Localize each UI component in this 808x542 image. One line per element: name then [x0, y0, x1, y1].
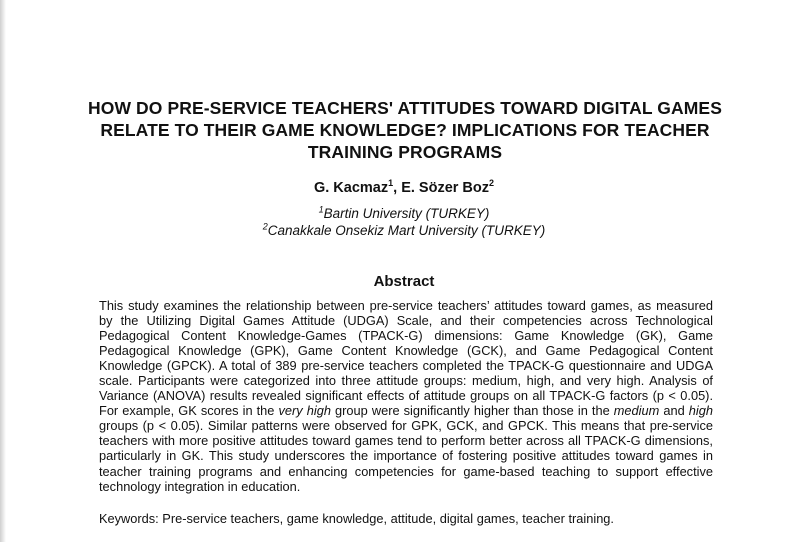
abstract-emphasis: very high: [278, 403, 331, 419]
abstract-emphasis: high: [688, 403, 713, 419]
abstract-body: [99, 298, 713, 494]
keywords: Keywords: Pre-service teachers, game knowledge, attitude, digital games, teacher training.: [99, 511, 614, 526]
author-name: G. Kacmaz: [313, 180, 389, 196]
abstract-text: This study examines the relationship between pre-service teachers’ attitudes toward games, as measured by the Utilizing Digital Games Attitude (UDGA) Scale, and their competencies across Technological Pedagogical Content Knowledge-Games (TPACK-G) dimensions: Game Knowledge (GK), Game Pedagogical Knowledge (GPK), Game Content Knowledge (GCK), and Game Pedagogical Content Knowledge (GPCK). A total of 389 pre-service teachers completed the TPACK-G questionnaire and UDGA scale. Participants were categorized into three attitude groups: medium, high, and very high. Analysis of Variance (ANOVA) results revealed significant effects of attitude groups on all TPACK-G factors (p < 0.05). For example, GK scores in the: [99, 298, 713, 419]
author-separator: ,: [393, 180, 402, 196]
affiliation-2: [0, 222, 808, 239]
affiliation-text: Bartin University (TURKEY): [323, 206, 490, 221]
abstract-text: groups (p < 0.05). Similar patterns were observed for GPK, GCK, and GPCK. This means that pre-service teachers with more positive attitudes toward games tend to perform better across all TPACK-G dimensions, particularly in GK. This study underscores the importance of fostering positive attitudes toward games in teacher training programs and enhancing competencies for game-based teaching to support effective technology integration in education.: [99, 418, 713, 494]
abstract-heading: Abstract: [373, 273, 435, 290]
abstract-emphasis: medium: [613, 403, 660, 419]
affiliation-1: [0, 205, 808, 222]
affiliation-mark: 2: [262, 221, 268, 232]
author-line: [0, 179, 808, 197]
abstract-text: group were significantly higher than those in the: [330, 403, 614, 419]
affiliation-mark: 1: [318, 204, 324, 215]
affiliation-text: Canakkale Onsekiz Mart University (TURKEY): [267, 223, 546, 238]
abstract-text: and: [659, 403, 689, 419]
author-affiliation-mark: 2: [489, 178, 495, 189]
author-name: E. Sözer Boz: [401, 180, 490, 196]
author-affiliation-mark: 1: [388, 178, 394, 189]
paper-title: HOW DO PRE-SERVICE TEACHERS' ATTITUDES TOWARD DIGITAL GAMES RELATE TO THEIR GAME KNOWLEDGE? IMPLICATIONS FOR TEACHER TRAINING PROGRAMS: [88, 98, 722, 162]
